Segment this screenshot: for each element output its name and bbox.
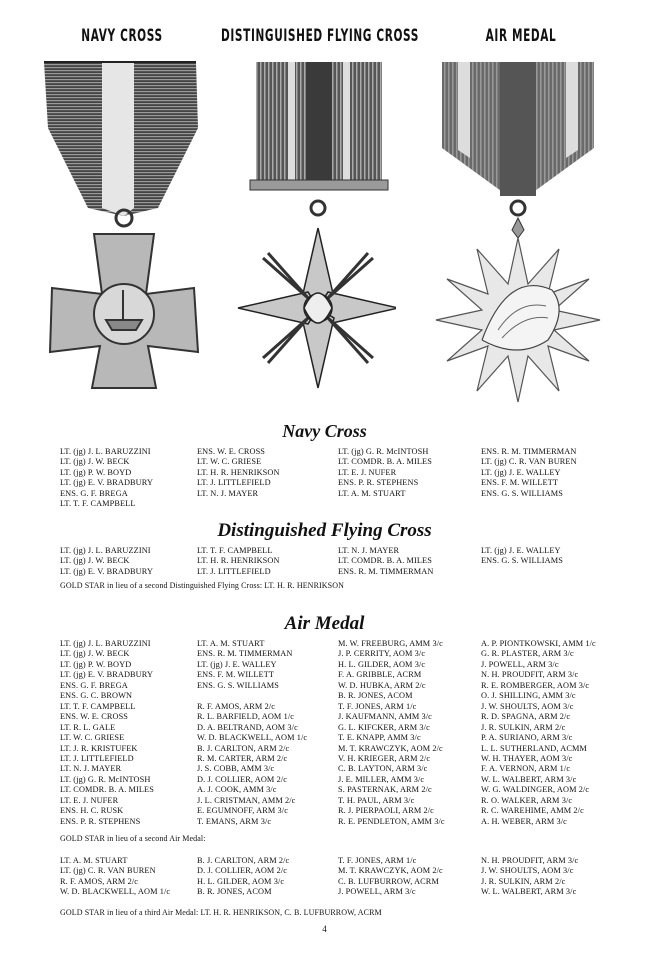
- list-item: ENS. G. S. WILLIAMS: [481, 556, 563, 566]
- list-item: ENS. R. M. TIMMERMAN: [481, 447, 577, 456]
- list-item: ENS. F. M. WILLETT: [481, 478, 559, 488]
- list-item: LT. (jg) J. L. BARUZZINI: [60, 447, 151, 456]
- list-item: R. J. PIERPAOLI, ARM 2/c: [338, 806, 434, 816]
- air-medal-third-gold-star-note: GOLD STAR in lieu of a third Air Medal: LT. H. R. HENRIKSON, C. B. LUFBURROW, ACRM: [60, 908, 382, 917]
- list-item: LT. (jg) J. L. BARUZZINI: [60, 639, 151, 648]
- list-item: LT. W. C. GRIESE: [60, 733, 125, 743]
- navy-cross-heading: Navy Cross: [282, 421, 367, 441]
- list-item: L. L. SUTHERLAND, ACMM: [481, 743, 587, 753]
- list-item: LT. (jg) E. V. BRADBURY: [60, 566, 154, 576]
- list-item: P. A. SURIANO, ARM 3/c: [481, 733, 573, 743]
- list-item: J. KAUFMANN, AMM 3/c: [338, 712, 432, 722]
- dfc-gold-star-note: GOLD STAR in lieu of a second Distinguished Flying Cross: LT. H. R. HENRIKSON: [60, 581, 344, 590]
- list-item: LT. (jg) E. V. BRADBURY: [60, 670, 154, 680]
- list-item: D. A. BELTRAND, AOM 3/c: [197, 722, 298, 732]
- list-item: LT. COMDR. B. A. MILES: [338, 556, 432, 566]
- air-medal-second-gold-star-heading: GOLD STAR in lieu of a second Air Medal:: [60, 834, 206, 843]
- list-item: C. B. LAYTON, ARM 3/c: [338, 764, 428, 774]
- list-item: B. R. JONES, ACOM: [338, 691, 413, 701]
- list-item: R. F. AMOS, ARM 2/c: [60, 876, 139, 886]
- list-item: D. J. COLLIER, AOM 2/c: [197, 866, 288, 876]
- list-item: LT. J. LITTLEFIELD: [60, 753, 134, 763]
- list-item: V. H. KRIEGER, ARM 2/c: [338, 753, 431, 763]
- air-medal-heading: Air Medal: [284, 613, 365, 634]
- list-item: B. J. CARLTON, ARM 2/c: [197, 856, 290, 865]
- list-item: W. D. BLACKWELL, AOM 1/c: [197, 733, 308, 743]
- list-item: D. J. COLLIER, AOM 2/c: [197, 774, 288, 784]
- list-item: LT. (jg) E. V. BRADBURY: [60, 478, 154, 488]
- list-item: M. T. KRAWCZYK, AOM 2/c: [338, 866, 443, 876]
- list-item: J. W. SHOULTS, AOM 3/c: [481, 701, 574, 711]
- list-item: T. EMANS, ARM 3/c: [197, 816, 272, 826]
- list-item: F. A. VERNON, ARM 1/c: [481, 764, 571, 774]
- list-item: LT. J. LITTLEFIELD: [197, 478, 271, 488]
- list-item: M. T. KRAWCZYK, AOM 2/c: [338, 743, 443, 753]
- list-spacer: [197, 691, 307, 701]
- list-item: ENS. R. M. TIMMERMAN: [197, 649, 293, 659]
- list-item: LT. J. R. KRISTUFEK: [60, 743, 138, 753]
- list-item: G. R. PLASTER, ARM 3/c: [481, 649, 574, 659]
- list-item: LT. T. F. CAMPBELL: [60, 701, 136, 711]
- list-item: LT. A. M. STUART: [60, 856, 128, 865]
- list-item: ENS. G. F. BREGA: [60, 488, 128, 498]
- dfc-heading: Distinguished Flying Cross: [217, 520, 432, 541]
- dfc-medal-title: DISTINGUISHED FLYING CROSS: [221, 26, 419, 46]
- list-item: LT. (jg) J. E. WALLEY: [481, 467, 561, 477]
- list-item: W. D. BLACKWELL, AOM 1/c: [60, 887, 171, 897]
- list-item: W. L. WALBERT, ARM 3/c: [481, 887, 577, 897]
- list-item: ENS. G. S. WILLIAMS: [197, 680, 279, 690]
- list-item: LT. (jg) J. W. BECK: [60, 649, 130, 659]
- list-item: A. H. WEBER, ARM 3/c: [481, 816, 567, 826]
- list-item: ENS. W. E. CROSS: [197, 447, 265, 456]
- dfc-medal-image: [236, 58, 396, 398]
- list-item: R. E. ROMBERGER, AOM 3/c: [481, 680, 590, 690]
- list-item: LT. COMDR. B. A. MILES: [60, 785, 154, 795]
- list-item: LT. COMDR. B. A. MILES: [338, 457, 432, 467]
- list-item: H. L. GILDER, AOM 3/c: [197, 876, 285, 886]
- page-number: 4: [322, 924, 327, 934]
- list-item: N. H. PROUDFIT, ARM 3/c: [481, 856, 579, 865]
- list-item: J. E. MILLER, AMM 3/c: [338, 774, 425, 784]
- list-item: J. R. SULKIN, ARM 2/c: [481, 722, 566, 732]
- list-item: E. EGUMNOFF, ARM 3/c: [197, 806, 288, 816]
- list-item: T. E. KNAPP, AMM 3/c: [338, 733, 421, 743]
- navy-cross-medal-title: NAVY CROSS: [81, 26, 163, 46]
- list-item: ENS. G. S. WILLIAMS: [481, 488, 563, 498]
- list-item: T. H. PAUL, ARM 3/c: [338, 795, 415, 805]
- list-item: LT. A. M. STUART: [338, 488, 406, 498]
- list-item: LT. (jg) J. W. BECK: [60, 556, 130, 566]
- list-item: ENS. H. C. RUSK: [60, 806, 124, 816]
- list-item: ENS. R. M. TIMMERMAN: [338, 566, 434, 576]
- list-item: LT. (jg) P. W. BOYD: [60, 659, 132, 669]
- list-item: B. J. CARLTON, ARM 2/c: [197, 743, 290, 753]
- list-item: LT. N. J. MAYER: [197, 488, 259, 498]
- list-item: LT. H. R. HENRIKSON: [197, 556, 280, 566]
- list-item: J. W. SHOULTS, AOM 3/c: [481, 866, 574, 876]
- list-item: F. A. GRIBBLE, ACRM: [338, 670, 422, 680]
- list-item: H. L. GILDER, AOM 3/c: [338, 659, 426, 669]
- list-item: R. C. WAREHIME, AMM 2/c: [481, 806, 584, 816]
- list-item: LT. J. LITTLEFIELD: [197, 566, 271, 576]
- list-item: W. L. WALBERT, ARM 3/c: [481, 774, 577, 784]
- list-item: LT. R. L. GALE: [60, 722, 116, 732]
- list-item: R. D. SPAGNA, ARM 2/c: [481, 712, 571, 722]
- list-item: J. P. CERRITY, AOM 3/c: [338, 649, 426, 659]
- list-item: T. F. JONES, ARM 1/c: [338, 701, 417, 711]
- list-item: LT. (jg) C. R. VAN BUREN: [60, 866, 156, 876]
- list-item: LT. (jg) C. R. VAN BUREN: [481, 457, 577, 467]
- list-item: LT. (jg) J. E. WALLEY: [197, 659, 277, 669]
- list-item: LT. H. R. HENRIKSON: [197, 467, 280, 477]
- list-item: J. POWELL, ARM 3/c: [481, 659, 559, 669]
- list-item: LT. N. J. MAYER: [338, 546, 400, 555]
- list-item: LT. (jg) P. W. BOYD: [60, 467, 132, 477]
- list-item: W. G. WALDINGER, AOM 2/c: [481, 785, 590, 795]
- list-item: A. J. COOK, AMM 3/c: [197, 785, 277, 795]
- list-item: S. PASTERNAK, ARM 2/c: [338, 785, 432, 795]
- list-item: W. D. HUBKA, ARM 2/c: [338, 680, 426, 690]
- list-item: ENS. P. R. STEPHENS: [60, 816, 141, 826]
- list-item: R. E. PENDLETON, AMM 3/c: [338, 816, 445, 826]
- list-item: LT. (jg) G. R. McINTOSH: [60, 774, 151, 784]
- list-item: LT. E. J. NUFER: [338, 467, 397, 477]
- list-item: M. W. FREEBURG, AMM 3/c: [338, 639, 443, 648]
- list-item: LT. (jg) J. W. BECK: [60, 457, 130, 467]
- air-medal-image: [428, 58, 608, 408]
- list-item: O. J. SHILLING, AMM 3/c: [481, 691, 576, 701]
- list-item: LT. (jg) J. L. BARUZZINI: [60, 546, 151, 555]
- list-item: G. L. KIFCKER, ARM 3/c: [338, 722, 430, 732]
- list-item: ENS. P. R. STEPHENS: [338, 478, 419, 488]
- list-item: LT. E. J. NUFER: [60, 795, 119, 805]
- list-item: LT. N. J. MAYER: [60, 764, 122, 774]
- list-item: LT. A. M. STUART: [197, 639, 265, 648]
- list-item: ENS. F. M. WILLETT: [197, 670, 275, 680]
- list-item: T. F. JONES, ARM 1/c: [338, 856, 417, 865]
- list-item: LT. (jg) J. E. WALLEY: [481, 546, 561, 555]
- list-item: J. S. COBB, AMM 3/c: [197, 764, 275, 774]
- list-item: R. M. CARTER, ARM 2/c: [197, 753, 288, 763]
- list-item: LT. (jg) G. R. McINTOSH: [338, 447, 429, 456]
- list-item: J. R. SULKIN, ARM 2/c: [481, 876, 566, 886]
- list-item: ENS. W. E. CROSS: [60, 712, 128, 722]
- list-item: B. R. JONES, ACOM: [197, 887, 272, 897]
- list-item: R. F. AMOS, ARM 2/c: [197, 701, 276, 711]
- list-item: ENS. G. F. BREGA: [60, 680, 128, 690]
- list-item: N. H. PROUDFIT, ARM 3/c: [481, 670, 579, 680]
- list-item: R. L. BARFIELD, AOM 1/c: [197, 712, 295, 722]
- list-item: J. L. CRISTMAN, AMM 2/c: [197, 795, 296, 805]
- list-item: A. P. PIONTKOWSKI, AMM 1/c: [481, 639, 596, 648]
- air-medal-title: AIR MEDAL: [485, 26, 557, 46]
- list-item: W. H. THAYER, AOM 3/c: [481, 753, 573, 763]
- list-item: LT. T. F. CAMPBELL: [197, 546, 273, 555]
- list-item: R. O. WALKER, ARM 3/c: [481, 795, 573, 805]
- list-item: J. POWELL, ARM 3/c: [338, 887, 416, 897]
- list-item: ENS. G. C. BROWN: [60, 691, 133, 701]
- navy-cross-medal-image: [38, 58, 208, 398]
- list-item: LT. W. C. GRIESE: [197, 457, 262, 467]
- list-item: C. B. LUFBURROW, ACRM: [338, 876, 439, 886]
- list-item: LT. T. F. CAMPBELL: [60, 499, 136, 509]
